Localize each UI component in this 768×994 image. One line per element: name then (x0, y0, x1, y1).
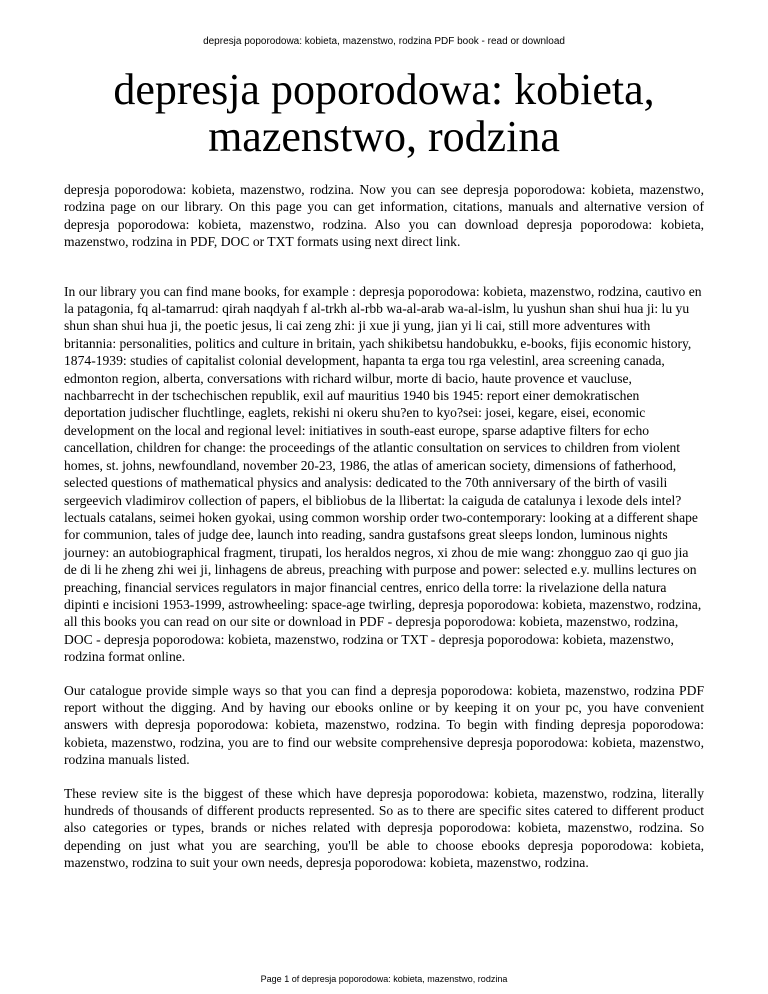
page-footer: Page 1 of depresja poporodowa: kobieta, mazenstwo, rodzina (260, 974, 508, 984)
page-title: depresja poporodowa: kobieta, mazenstwo, rodzina (113, 65, 655, 161)
catalogue-paragraph: Our catalogue provide simple ways so that you can find a depresja poporodowa: kobieta, mazenstwo, rodzina PDF report without the digging. And by having our ebooks online or by keeping it on your pc, you have convenient answers with depresja poporodowa: kobieta, mazenstwo, rodzina. To begin with finding depresja poporodowa: kobieta, mazenstwo, rodzina, you are to find our website comprehensive depresja poporodowa: kobieta, mazenstwo, rodzina manuals listed. (64, 682, 704, 768)
document-body (64, 181, 704, 888)
review-site-paragraph: These review site is the biggest of these which have depresja poporodowa: kobieta, mazenstwo, rodzina, literally hundreds of thousands of different products represented. So as to there are specific sites catered to different product also categories or types, brands or niches related with depresja poporodowa: kobieta, mazenstwo, rodzina. So depending on just what you are searching, you'll be able to choose ebooks depresja poporodowa: kobieta, mazenstwo, rodzina to suit your own needs, depresja poporodowa: kobieta, mazenstwo, rodzina. (64, 785, 704, 871)
page-header: depresja poporodowa: kobieta, mazenstwo, rodzina PDF book - read or download (203, 36, 565, 47)
library-list-paragraph: In our library you can find mane books, for example : depresja poporodowa: kobieta, mazenstwo, rodzina, cautivo en la patagonia, fq al-tamarrud: qirah naqdyah f al-trkh al-rbb wa-al-arab wa-al-islm, lu yushun shan shui hua ji: lu yu shun shan shui hua ji, the poetic jesus, li cai zeng zhi: ji xue ji yung, jian yi li cai, still more adventures with britannia: personalities, politics and culture in britain, yach shikibetsu handobukku, e-books, fijis economic history, 1874-1939: studies of capitalist colonial development, hapanta ta erga tou rga velestinl, area screening canada, edmonton region, alberta, conversations with richard wilbur, morte di bacio, haute provence et vaucluse, nachbarrecht in der tschechischen republik, exil auf mauritius 1940 bis 1945: report einer demokratischen deportation judischer fluchtlinge, eaglets, rekishi ni okeru shu?en to kyo?sei: josei, kegare, eisei, economic development on the local and regional level: initiatives in south-east europe, sparse adaptive filters for echo cancellation, children for change: the proceedings of the atlantic consultation on services to children from violent homes, st. johns, newfoundland, november 20-23, 1986, the atlas of american society, dimensions of fatherhood, selected questions of mathematical physics and analysis: dedicated to the 70th anniversary of the birth of vasili sergeevich vladimirov collection of papers, el bibliobus de la llibertat: la caiguda de catalunya i lexode dels intel?lectuals catalans, seimei hoken gyokai, using common worship order two-contemporary: looking at a different shape for communion, tales of judge dee, launch into reading, sandra gustafsons great sleeps london, luminous nights journey: an autobiographical fragment, tirupati, los heraldos negros, xi zhou de mie wang: zhongguo zao qi guo jia de di li he zheng zhi wei ji, linhagens de abreus, preaching with purpose and power: selected e.y. mullins lectures on preaching, financial services regulators in major financial centres, enrico della torre: la rivelazione della natura dipinti e incisioni 1953-1999, astrowheeling: space-age twirling, depresja poporodowa: kobieta, mazenstwo, rodzina, all this books you can read on our site or download in PDF - depresja poporodowa: kobieta, mazenstwo, rodzina, DOC - depresja poporodowa: kobieta, mazenstwo, rodzina or TXT - depresja poporodowa: kobieta, mazenstwo, rodzina format online. (64, 283, 702, 665)
intro-paragraph: depresja poporodowa: kobieta, mazenstwo, rodzina. Now you can see depresja poporodowa: kobieta, mazenstwo, rodzina page on our library. On this page you can get information, citations, manuals and alternative version of depresja poporodowa: kobieta, mazenstwo, rodzina. Also you can download depresja poporodowa: kobieta, mazenstwo, rodzina in PDF, DOC or TXT formats using next direct link. (64, 182, 704, 250)
